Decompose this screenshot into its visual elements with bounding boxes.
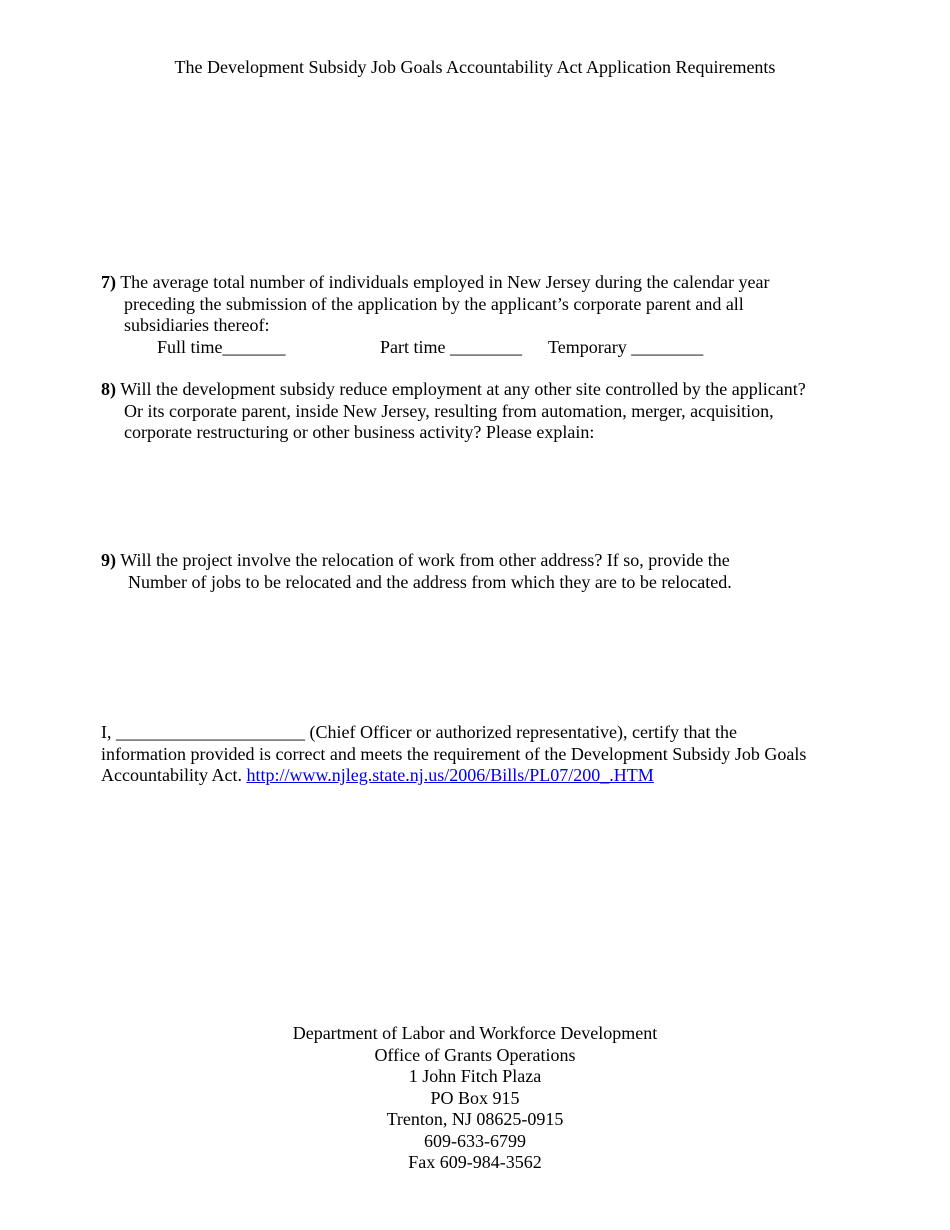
certification-text: Accountability Act.	[101, 765, 247, 785]
question-8-text-1: Will the development subsidy reduce employment at any other site controlled by the applicant?	[120, 379, 806, 399]
footer-line-po-box: PO Box 915	[430, 1087, 520, 1108]
question-9-number: 9)	[101, 550, 116, 570]
question-7-text-3: subsidiaries thereof:	[124, 315, 270, 335]
certification-line-1[interactable]: I, _____________________ (Chief Officer or authorized representative), certify that the	[101, 722, 737, 742]
footer-line-city: Trenton, NJ 08625-0915	[386, 1109, 564, 1129]
part-time-field[interactable]: Part time ________	[380, 337, 522, 357]
certification	[101, 722, 806, 787]
temporary-field[interactable]: Temporary ________	[548, 337, 704, 357]
footer-line-department: Department of Labor and Workforce Development	[292, 1023, 658, 1043]
page-title: The Development Subsidy Job Goals Accountability Act Application Requirements	[174, 57, 776, 77]
question-8-text-3: corporate restructuring or other business activity? Please explain:	[124, 422, 595, 442]
question-7	[101, 272, 769, 337]
question-8-text-2: Or its corporate parent, inside New Jersey, resulting from automation, merger, acquisition,	[124, 400, 774, 421]
footer-line-office: Office of Grants Operations	[374, 1044, 576, 1065]
question-8-number: 8)	[101, 379, 116, 399]
legislation-link[interactable]: http://www.njleg.state.nj.us/2006/Bills/PL07/200_.HTM	[246, 765, 654, 785]
certification-line-2: information provided is correct and meets the requirement of the Development Subsidy Job Goals	[101, 743, 807, 764]
question-9-text-2: Number of jobs to be relocated and the address from which they are to be relocated.	[128, 571, 732, 592]
certification-line-3	[101, 765, 806, 787]
question-9-line-1	[101, 550, 732, 572]
question-7-text-2: preceding the submission of the application by the applicant’s corporate parent and all	[124, 293, 744, 314]
question-8-line-1	[101, 379, 806, 401]
question-9	[101, 550, 732, 593]
contact-address	[0, 1023, 950, 1174]
question-7-number: 7)	[101, 272, 116, 292]
question-9-text-1: Will the project involve the relocation of work from other address? If so, provide the	[120, 550, 730, 570]
footer-line-fax: Fax 609-984-3562	[408, 1152, 542, 1172]
question-7-text-1: The average total number of individuals employed in New Jersey during the calendar year	[120, 272, 770, 292]
question-7-line-1	[101, 272, 769, 294]
full-time-field[interactable]: Full time_______	[157, 337, 286, 357]
footer-line-street: 1 John Fitch Plaza	[408, 1066, 542, 1086]
question-8	[101, 379, 806, 444]
footer-line-phone: 609-633-6799	[424, 1130, 526, 1151]
